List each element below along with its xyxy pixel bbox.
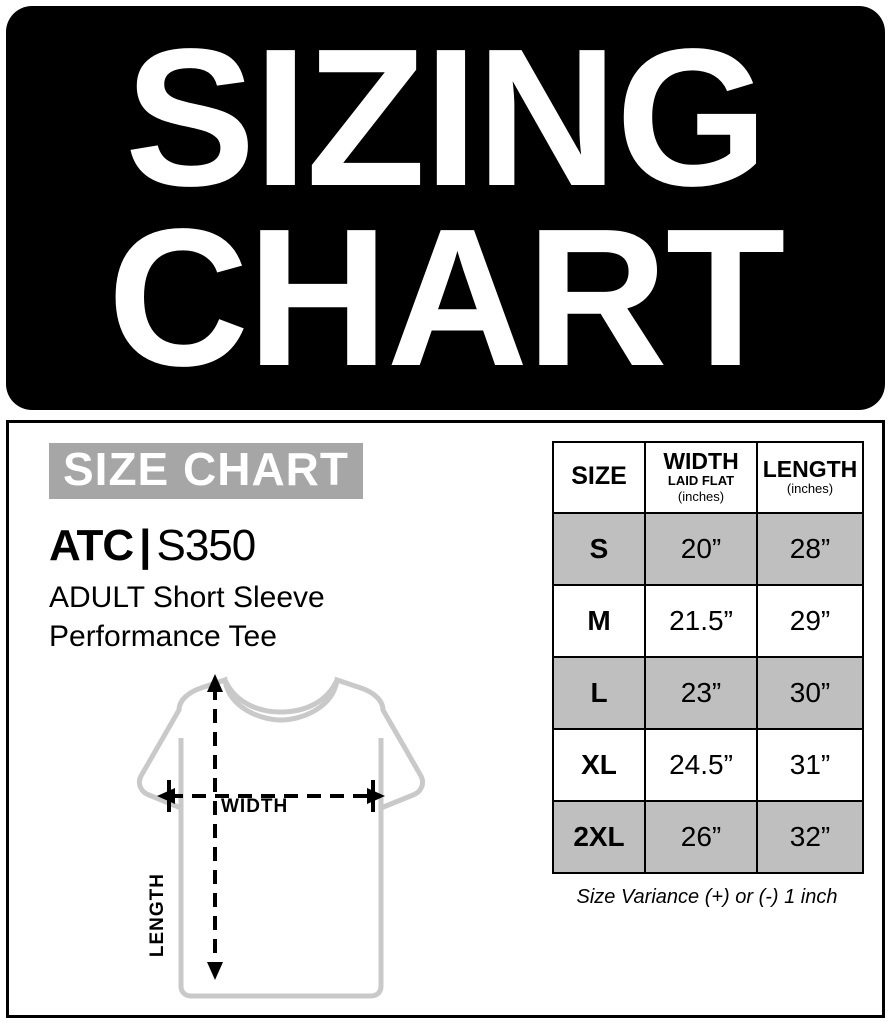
size-table bbox=[552, 441, 864, 874]
length-dimension-label: LENGTH bbox=[147, 873, 168, 958]
product-description-line-1: ADULT Short Sleeve bbox=[49, 581, 325, 615]
product-model: S350 bbox=[156, 521, 256, 571]
header-width bbox=[645, 442, 757, 513]
header-width-sub: LAID FLAT bbox=[667, 473, 735, 489]
cell-length: 31” bbox=[757, 729, 863, 801]
header-length-label: LENGTH bbox=[762, 455, 858, 482]
cell-size: XL bbox=[553, 729, 645, 801]
tshirt-measurement-diagram bbox=[29, 668, 499, 1008]
header-length-unit: (inches) bbox=[786, 480, 834, 496]
product-description bbox=[49, 579, 469, 656]
table-row bbox=[553, 657, 863, 729]
size-chart-panel bbox=[6, 420, 885, 1018]
table-row bbox=[553, 513, 863, 585]
size-variance-note: Size Variance (+) or (-) 1 inch bbox=[576, 886, 838, 909]
cell-width: 21.5” bbox=[645, 585, 757, 657]
cell-width: 23” bbox=[645, 657, 757, 729]
cell-length: 32” bbox=[757, 801, 863, 873]
cell-size: L bbox=[553, 657, 645, 729]
size-table-wrapper bbox=[552, 441, 862, 909]
product-identifier bbox=[49, 521, 519, 571]
product-info-column bbox=[49, 443, 519, 656]
header-width-unit: (inches) bbox=[677, 488, 725, 504]
cell-size: 2XL bbox=[553, 801, 645, 873]
header-length bbox=[757, 442, 863, 513]
cell-length: 28” bbox=[757, 513, 863, 585]
banner-title-line-2: CHART bbox=[107, 188, 784, 407]
width-dimension-label: WIDTH bbox=[221, 796, 289, 817]
banner-title-line-1: SIZING bbox=[124, 7, 767, 227]
table-row bbox=[553, 585, 863, 657]
header-size-label: SIZE bbox=[571, 462, 627, 491]
cell-length: 30” bbox=[757, 657, 863, 729]
table-row bbox=[553, 729, 863, 801]
cell-size: M bbox=[553, 585, 645, 657]
cell-size: S bbox=[553, 513, 645, 585]
size-chart-badge: SIZE CHART bbox=[49, 443, 363, 499]
header-size bbox=[553, 442, 645, 513]
cell-width: 26” bbox=[645, 801, 757, 873]
table-header-row bbox=[553, 442, 863, 513]
brand-separator: | bbox=[139, 521, 151, 571]
product-description-line-2: Performance Tee bbox=[49, 619, 277, 653]
header-width-label: WIDTH bbox=[663, 448, 739, 474]
tshirt-outline-icon bbox=[29, 668, 499, 1008]
cell-width: 24.5” bbox=[645, 729, 757, 801]
cell-length: 29” bbox=[757, 585, 863, 657]
brand-code: ATC bbox=[49, 521, 134, 571]
sizing-chart-banner bbox=[6, 6, 885, 410]
table-row bbox=[553, 801, 863, 873]
cell-width: 20” bbox=[645, 513, 757, 585]
